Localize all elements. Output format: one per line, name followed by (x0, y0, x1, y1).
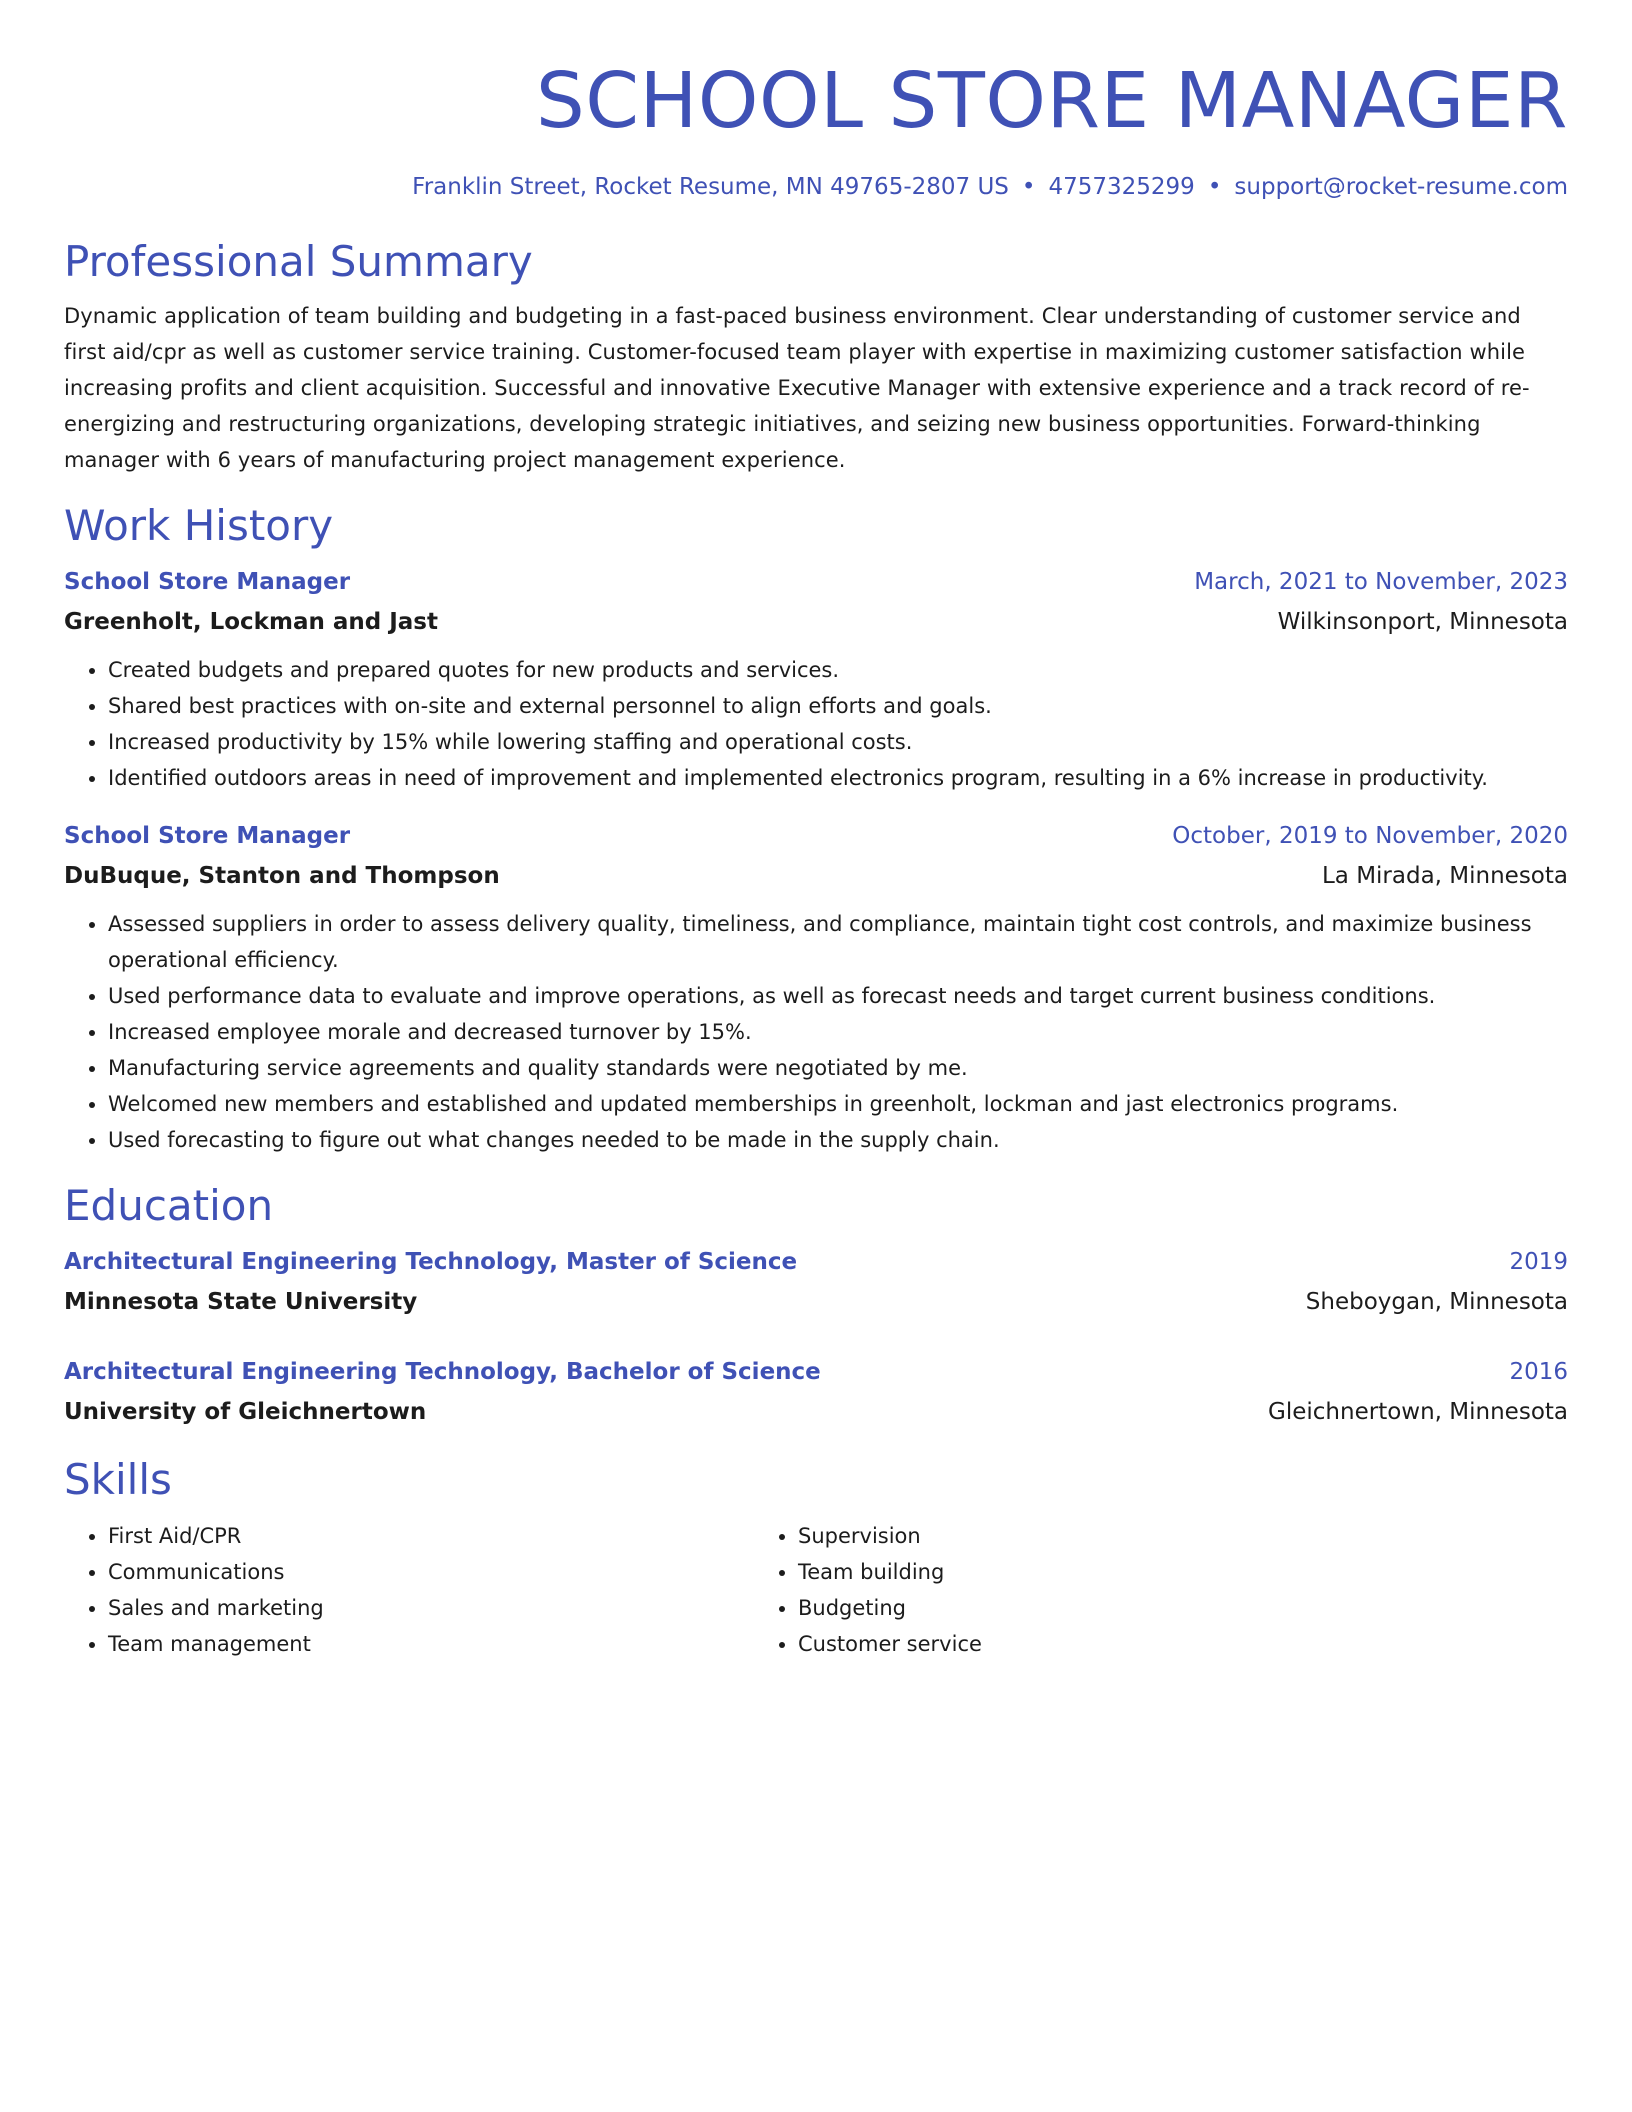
contact-separator: • (1021, 174, 1036, 200)
education-heading: Education (64, 1181, 274, 1230)
skill-item: • Sales and marketing (108, 1590, 754, 1626)
job-company: DuBuque, Stanton and Thompson (64, 863, 500, 889)
contact-email: support@rocket-resume.com (1234, 174, 1568, 200)
contact-line (64, 172, 1568, 202)
job-company: Greenholt, Lockman and Jast (64, 609, 438, 635)
resume-name: SCHOOL STORE MANAGER (535, 57, 1568, 146)
skills-list-right (754, 1518, 1444, 1662)
job-bullet: • Assessed suppliers in order to assess delivery quality, timeliness, and compliance, maintain tight cost controls, and maximize business operational efficiency. (108, 906, 1568, 978)
summary-text: Dynamic application of team building and budgeting in a fast-paced business environment. Clear understanding of customer service and first aid/cpr as well as customer service training. Customer-focused team player with expertise in maximizing customer satisfaction while increasing profits and client acquisition. Successful and innovative Executive Manager with extensive experience and a track record of re-energizing and restructuring organizations, developing strategic initiatives, and seizing new business opportunities. Forward-thinking manager with 6 years of manufacturing project management experience. (64, 304, 1530, 472)
education-entry (64, 1352, 1568, 1432)
job-entry (64, 816, 1568, 1158)
job-bullet: • Used forecasting to figure out what changes needed to be made in the supply chain. (108, 1122, 1568, 1158)
resume-header (64, 56, 1568, 202)
job-bullets (64, 906, 1568, 1158)
education-location: Sheboygan, Minnesota (1305, 1289, 1568, 1315)
job-bullet: • Identified outdoors areas in need of improvement and implemented electronics program, resulting in a 6% increase in productivity. (108, 760, 1568, 796)
education-school: University of Gleichnertown (64, 1399, 427, 1425)
education-school-row (64, 1282, 1568, 1322)
education-degree-row (64, 1352, 1568, 1392)
contact-address: Franklin Street, Rocket Resume, MN 49765-2807 US (412, 174, 1009, 200)
skill-item: • Team building (798, 1554, 1444, 1590)
job-company-row (64, 602, 1568, 642)
education-year: 2016 (1509, 1359, 1568, 1385)
job-entry (64, 562, 1568, 796)
job-title: School Store Manager (64, 569, 351, 595)
job-dates: October, 2019 to November, 2020 (1172, 823, 1568, 849)
education-school: Minnesota State University (64, 1289, 418, 1315)
skills-list-left (64, 1518, 754, 1662)
job-bullet: • Used performance data to evaluate and improve operations, as well as forecast needs and target current business conditions. (108, 978, 1568, 1014)
job-title: School Store Manager (64, 823, 351, 849)
contact-phone: 4757325299 (1048, 174, 1195, 200)
education-degree: Architectural Engineering Technology, Master of Science (64, 1249, 798, 1275)
job-dates: March, 2021 to November, 2023 (1194, 569, 1568, 595)
skill-item: • Budgeting (798, 1590, 1444, 1626)
job-location: Wilkinsonport, Minnesota (1277, 609, 1568, 635)
education-location: Gleichnertown, Minnesota (1268, 1399, 1568, 1425)
education-entry (64, 1242, 1568, 1322)
job-header-row (64, 816, 1568, 856)
job-header-row (64, 562, 1568, 602)
job-bullet: • Shared best practices with on-site and external personnel to align efforts and goals. (108, 688, 1568, 724)
summary-heading: Professional Summary (64, 237, 533, 286)
skill-item: • Communications (108, 1554, 754, 1590)
job-company-row (64, 856, 1568, 896)
skill-item: • First Aid/CPR (108, 1518, 754, 1554)
contact-separator: • (1207, 174, 1222, 200)
job-bullet: • Increased employee morale and decreased turnover by 15%. (108, 1014, 1568, 1050)
job-bullet: • Increased productivity by 15% while lowering staffing and operational costs. (108, 724, 1568, 760)
education-degree-row (64, 1242, 1568, 1282)
skills-heading: Skills (64, 1455, 172, 1504)
education-year: 2019 (1509, 1249, 1568, 1275)
skills-columns (64, 1518, 1568, 1662)
skill-item: • Supervision (798, 1518, 1444, 1554)
education-school-row (64, 1392, 1568, 1432)
work-history-heading: Work History (64, 501, 334, 550)
job-bullets (64, 652, 1568, 796)
skill-item: • Team management (108, 1626, 754, 1662)
skill-item: • Customer service (798, 1626, 1444, 1662)
job-bullet: • Manufacturing service agreements and quality standards were negotiated by me. (108, 1050, 1568, 1086)
job-bullet: • Created budgets and prepared quotes for new products and services. (108, 652, 1568, 688)
job-bullet: • Welcomed new members and established and updated memberships in greenholt, lockman and jast electronics programs. (108, 1086, 1568, 1122)
job-location: La Mirada, Minnesota (1321, 863, 1568, 889)
education-degree: Architectural Engineering Technology, Bachelor of Science (64, 1359, 821, 1385)
